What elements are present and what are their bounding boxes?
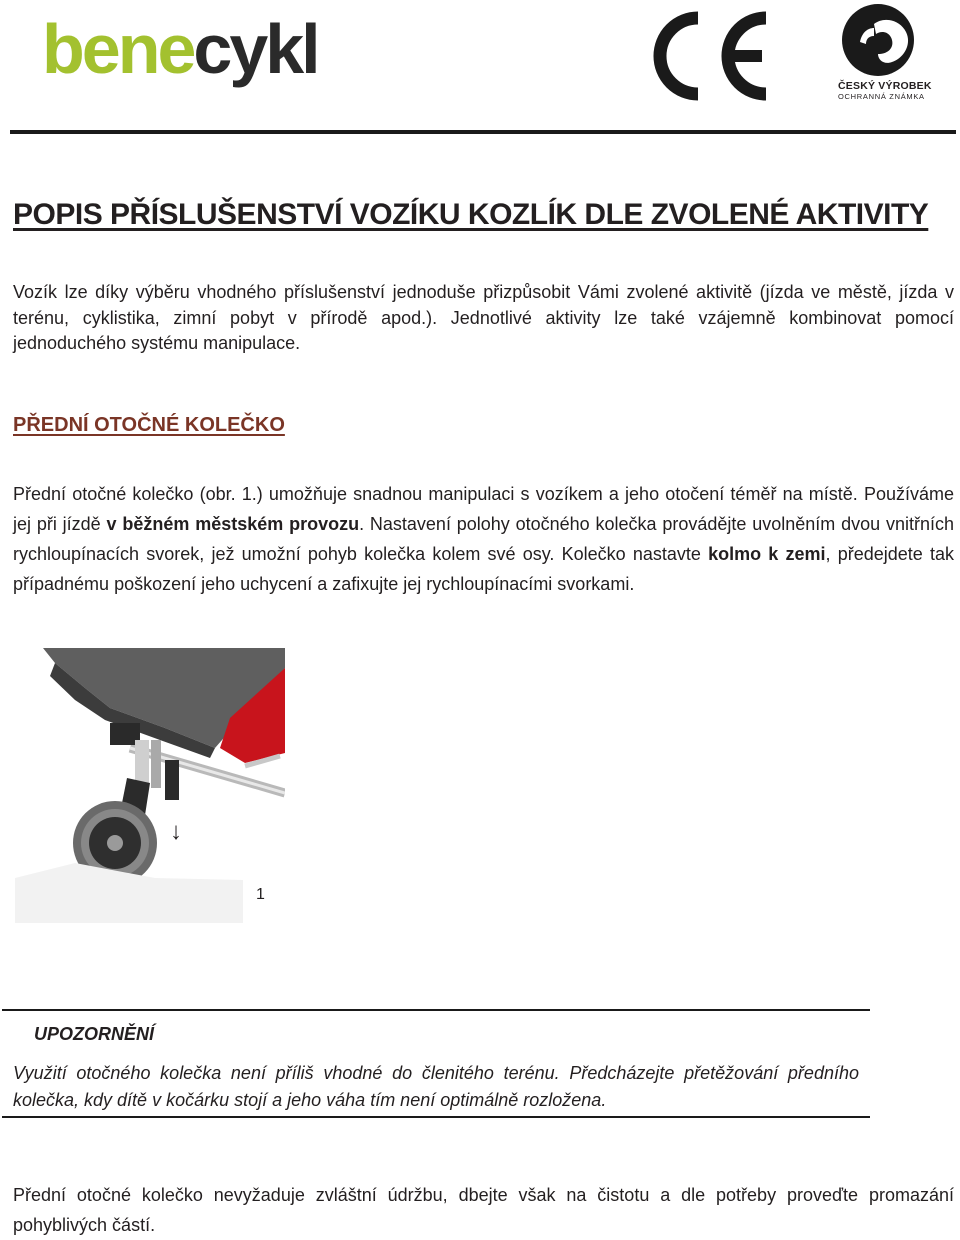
front-wheel-text-3: , předejdete tak případnému poškození jeho uchycení a zafixujte jej rychloupínacími svorkami. xyxy=(13,544,954,594)
front-wheel-text-2: . Nastavení polohy otočného kolečka provádějte uvolněním dvou vnitřních rychloupínacích svorek, jež umožní pohyb kolečka kolem své osy. Kolečko nastavte xyxy=(13,514,955,564)
warning-bottom-rule xyxy=(2,1116,870,1118)
front-wheel-paragraph xyxy=(13,479,954,599)
benecykl-logo xyxy=(42,10,318,88)
front-wheel-text-1: Přední otočné kolečko (obr. 1.) umožňuje snadnou manipulaci s vozíkem a jeho otočení téměř na místě. Používáme jej při jízdě xyxy=(13,484,954,534)
warning-text: Využití otočného kolečka není příliš vhodné do členitého terénu. Předcházejte přetěžování předního kolečka, kdy dítě v kočárku stojí a jeho váha tím není optimálně rozložena. xyxy=(13,1063,859,1110)
front-wheel-bold-1: v běžném městském provozu xyxy=(106,514,360,534)
logo-text-bene: bene xyxy=(42,10,194,88)
czech-product-line1: ČESKÝ VÝROBEK xyxy=(838,80,932,92)
ce-mark-icon xyxy=(652,10,776,102)
czech-product-icon xyxy=(840,2,920,78)
warning-top-rule xyxy=(2,1009,870,1011)
intro-paragraph: Vozík lze díky výběru vhodného příslušenství jednoduše přizpůsobit Vámi zvolené aktivitě (jízda ve městě, jízda v terénu, cyklistika, zimní pobyt v přírodě apod.). Jednotlivé aktivity lze také vzájemně kombinovat pomocí jednoduchého systému manipulace. xyxy=(13,282,954,353)
maintenance-paragraph: Přední otočné kolečko nevyžaduje zvláštní údržbu, dbejte však na čistotu a dle potřeby proveďte promazání pohyblivých částí. xyxy=(13,1185,954,1235)
header-divider xyxy=(10,130,956,134)
czech-product-line2: OCHRANNÁ ZNÁMKA xyxy=(838,92,925,101)
document-title: POPIS PŘÍSLUŠENSTVÍ VOZÍKU KOZLÍK DLE ZVOLENÉ AKTIVITY xyxy=(13,198,929,231)
warning-heading: UPOZORNĚNÍ xyxy=(34,1024,155,1044)
front-wheel-bold-2: kolmo k zemi xyxy=(708,544,826,564)
logo-text-cykl: cykl xyxy=(193,10,318,88)
figure-caption: 1 xyxy=(256,886,265,903)
front-wheel-photo xyxy=(15,648,285,923)
czech-product-mark xyxy=(836,2,932,101)
section-heading-front-wheel: PŘEDNÍ OTOČNÉ KOLEČKO xyxy=(13,414,285,436)
down-arrow-icon: ↓ xyxy=(170,818,182,845)
